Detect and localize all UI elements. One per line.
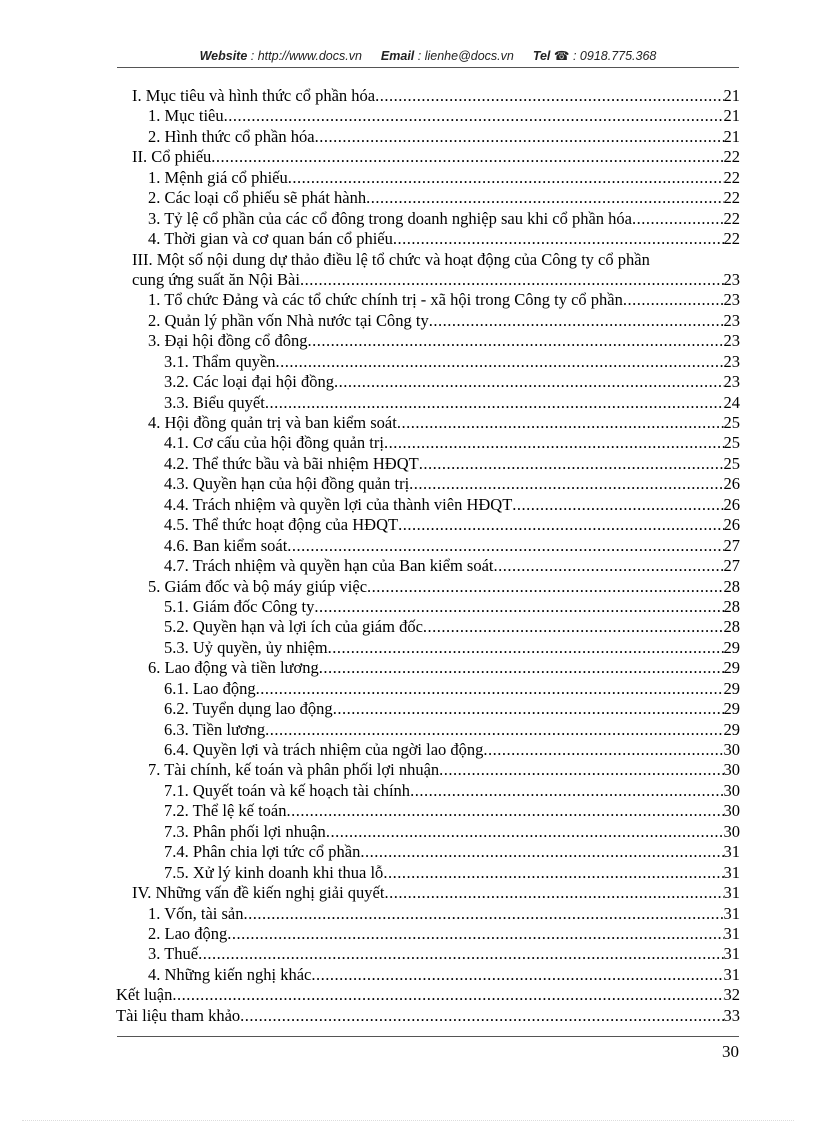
toc-entry-title: 5.3. Uỷ quyền, ủy nhiệm	[164, 637, 328, 657]
toc-entry-title: 4.3. Quyền hạn của hội đồng quản trị	[164, 474, 410, 494]
toc-entry-page: 29	[723, 658, 740, 678]
toc-entry-title: II. Cổ phiếu	[132, 147, 212, 167]
toc-entry[interactable]	[116, 944, 740, 964]
toc-entry[interactable]	[116, 760, 740, 780]
toc-entry-page: 30	[723, 821, 740, 841]
toc-entry[interactable]	[116, 290, 740, 310]
toc-leader-dots	[375, 86, 723, 106]
toc-entry-title: 3.3. Biểu quyết	[164, 392, 265, 412]
toc-leader-dots	[493, 556, 723, 576]
toc-entry-title: III. Một số nội dung dự thảo điều lệ tổ chức và hoạt động của Công ty cổ phần	[132, 249, 650, 269]
toc-leader-dots	[307, 331, 723, 351]
page-edge-divider	[22, 1120, 794, 1121]
toc-leader-dots	[198, 944, 723, 964]
page-header	[117, 48, 739, 63]
website-value[interactable]: : http://www.docs.vn	[250, 49, 362, 63]
toc-entry-title: 1. Mệnh giá cổ phiếu	[148, 167, 288, 187]
toc-entry-title: 6.2. Tuyển dụng lao động	[164, 699, 333, 719]
toc-leader-dots	[439, 760, 723, 780]
toc-entry-page: 25	[723, 413, 740, 432]
toc-leader-dots	[328, 638, 724, 658]
toc-leader-dots	[409, 474, 723, 494]
toc-entry-page: 30	[723, 801, 740, 821]
toc-entry[interactable]	[116, 454, 740, 474]
toc-entry-page: 25	[723, 453, 740, 473]
toc-entry-title: 4.7. Trách nhiệm và quyền hạn của Ban kiểm soát	[164, 556, 494, 576]
toc-entry-page: 26	[723, 515, 740, 535]
toc-entry[interactable]	[116, 597, 740, 617]
toc-entry-page: 27	[723, 556, 740, 576]
toc-entry-title: 2. Lao động	[148, 923, 228, 943]
toc-entry[interactable]	[116, 127, 740, 147]
toc-leader-dots	[211, 147, 723, 167]
toc-entry-title: 4.1. Cơ cấu của hội đồng quản trị	[164, 433, 384, 453]
toc-entry-page: 31	[723, 862, 740, 882]
toc-entry-title: I. Mục tiêu và hình thức cổ phần hóa	[132, 86, 376, 105]
toc-entry[interactable]	[116, 188, 740, 208]
tel-value: : 0918.775.368	[572, 49, 657, 63]
toc-entry-page: 26	[723, 474, 740, 494]
toc-entry-title: 3.1. Thẩm quyền	[164, 351, 276, 371]
toc-entry[interactable]	[116, 86, 740, 106]
toc-leader-dots	[512, 495, 723, 515]
phone-icon: ☎	[553, 49, 570, 63]
toc-entry-page: 26	[723, 494, 740, 514]
toc-entry-page: 28	[723, 617, 740, 637]
toc-entry-page: 23	[723, 269, 740, 289]
toc-entry[interactable]	[116, 433, 740, 453]
toc-entry-page: 22	[723, 147, 740, 167]
toc-leader-dots	[314, 597, 723, 617]
toc-entry-title: 3. Thuế	[148, 944, 199, 964]
toc-entry[interactable]	[116, 740, 740, 760]
toc-leader-dots	[315, 127, 724, 147]
toc-entry[interactable]	[116, 229, 740, 249]
toc-entry-title: 4.4. Trách nhiệm và quyền lợi của thành viên HĐQT	[164, 494, 513, 514]
toc-entry-page: 28	[723, 596, 740, 616]
toc-entry-title: 7.5. Xử lý kinh doanh khi thua lỗ	[164, 862, 384, 882]
toc-entry-title: 1. Vốn, tài sản	[148, 903, 244, 923]
toc-entry-title: cung ứng suất ăn Nội Bài	[132, 269, 300, 289]
toc-leader-dots	[423, 617, 724, 637]
toc-entry-title: 2. Quản lý phần vốn Nhà nước tại Công ty	[148, 310, 429, 330]
toc-entry-page: 23	[723, 351, 740, 371]
toc-leader-dots	[393, 229, 724, 249]
toc-entry[interactable]	[116, 617, 740, 637]
toc-entry[interactable]	[116, 883, 740, 903]
toc-entry-page: 28	[723, 576, 740, 596]
toc-leader-dots	[319, 658, 724, 678]
toc-entry[interactable]	[116, 413, 740, 433]
toc-leader-dots	[360, 842, 723, 862]
toc-entry[interactable]	[116, 311, 740, 331]
toc-leader-dots	[334, 372, 723, 392]
toc-entry-page: 33	[723, 1005, 740, 1025]
toc-entry[interactable]	[116, 1006, 740, 1026]
toc-entry[interactable]	[116, 842, 740, 862]
header-divider	[117, 67, 739, 68]
toc-entry-page: 31	[723, 944, 740, 964]
toc-leader-dots	[265, 393, 724, 413]
toc-leader-dots	[367, 577, 723, 597]
toc-entry-page: 24	[723, 392, 740, 412]
toc-entry-page: 29	[723, 678, 740, 698]
toc-entry-title: 4.6. Ban kiểm soát	[164, 535, 288, 555]
toc-entry-title: Kết luận	[116, 985, 173, 1005]
toc-entry[interactable]	[116, 801, 740, 821]
toc-entry-title: 7.3. Phân phối lợi nhuận	[164, 821, 326, 841]
toc-entry-page: 30	[723, 740, 740, 759]
toc-entry-title: 2. Các loại cổ phiếu sẽ phát hành	[148, 188, 367, 208]
email-label: Email	[380, 49, 415, 63]
toc-entry[interactable]	[116, 822, 740, 842]
toc-leader-dots	[383, 863, 723, 883]
toc-entry-title: 4. Thời gian và cơ quan bán cổ phiếu	[148, 229, 393, 249]
footer-divider	[117, 1036, 739, 1037]
toc-entry-title: 4. Những kiến nghị khác	[148, 964, 312, 984]
toc-entry-page: 23	[723, 290, 740, 310]
toc-entry-title: 7. Tài chính, kế toán và phân phối lợi nhuận	[148, 760, 440, 780]
toc-entry-page: 21	[723, 86, 740, 105]
toc-entry-title: 7.2. Thể lệ kế toán	[164, 801, 287, 821]
toc-entry[interactable]	[116, 168, 740, 188]
toc-entry[interactable]	[116, 638, 740, 658]
toc-leader-dots	[227, 924, 723, 944]
toc-entry[interactable]	[116, 106, 740, 126]
toc-entry[interactable]	[116, 352, 740, 372]
toc-entry[interactable]	[116, 495, 740, 515]
toc-entry-title: 3. Tỷ lệ cổ phần của các cổ đông trong doanh nghiệp sau khi cổ phần hóa	[148, 208, 633, 228]
toc-entry-page: 22	[723, 188, 740, 208]
toc-leader-dots	[419, 454, 724, 474]
toc-leader-dots	[429, 311, 724, 331]
toc-entry-title: 5.2. Quyền hạn và lợi ích của giám đốc	[164, 617, 423, 637]
toc-leader-dots	[623, 290, 724, 310]
page-number: 30	[722, 1042, 739, 1061]
toc-entry-page: 23	[723, 310, 740, 330]
toc-entry-title: 3. Đại hội đồng cổ đông	[148, 331, 308, 351]
toc-entry-page: 29	[723, 637, 740, 657]
toc-entry-page: 22	[723, 229, 740, 249]
toc-entry-title: 1. Tổ chức Đảng và các tổ chức chính trị - xã hội trong Công ty cổ phần	[148, 290, 623, 310]
toc-entry[interactable]	[116, 985, 740, 1005]
toc-leader-dots	[300, 270, 724, 290]
toc-entry[interactable]	[116, 904, 740, 924]
toc-entry[interactable]	[116, 372, 740, 392]
toc-leader-dots	[287, 801, 724, 821]
toc-leader-dots	[333, 699, 724, 719]
toc-entry-page: 21	[723, 126, 740, 146]
toc-entry[interactable]	[116, 209, 740, 229]
toc-leader-dots	[384, 883, 723, 903]
toc-entry[interactable]	[116, 679, 740, 699]
toc-leader-dots	[172, 985, 723, 1005]
toc-entry-page: 31	[723, 923, 740, 943]
toc-entry[interactable]	[116, 393, 740, 413]
toc-entry[interactable]	[116, 658, 740, 678]
toc-leader-dots	[311, 965, 723, 985]
toc-entry-page: 30	[723, 780, 740, 800]
toc-entry-title: 6.3. Tiền lương	[164, 719, 266, 739]
toc-entry-title: 7.4. Phân chia lợi tức cổ phần	[164, 842, 361, 862]
toc-entry-title: 5.1. Giám đốc Công ty	[164, 596, 315, 616]
toc-entry[interactable]	[116, 270, 740, 290]
toc-entry[interactable]	[116, 781, 740, 801]
toc-entry[interactable]	[116, 863, 740, 883]
toc-leader-dots	[632, 209, 723, 229]
toc-entry-title: 1. Mục tiêu	[148, 106, 224, 126]
toc-leader-dots	[287, 536, 723, 556]
toc-leader-dots	[288, 168, 724, 188]
toc-entry[interactable]	[116, 720, 740, 740]
toc-entry-title: Tài liệu tham khảo	[116, 1005, 241, 1025]
toc-entry-page: 25	[723, 433, 740, 453]
toc-entry-title: 5. Giám đốc và bộ máy giúp việc	[148, 576, 368, 596]
toc-entry-page: 30	[723, 760, 740, 780]
toc-entry-title: 6.4. Quyền lợi và trách nhiệm của ngời lao động	[164, 740, 484, 759]
toc-leader-dots	[397, 413, 724, 433]
toc-entry[interactable]	[116, 474, 740, 494]
toc-leader-dots	[243, 904, 723, 924]
toc-entry-page: 23	[723, 331, 740, 351]
toc-leader-dots	[224, 106, 724, 126]
toc-leader-dots	[326, 822, 724, 842]
toc-leader-dots	[410, 781, 723, 801]
toc-entry-title: 4.2. Thể thức bầu và bãi nhiệm HĐQT	[164, 453, 419, 473]
table-of-contents	[116, 86, 740, 1026]
toc-entry-title: IV. Những vấn đề kiến nghị giải quyết	[132, 883, 385, 903]
toc-entry-page: 31	[723, 964, 740, 984]
toc-entry[interactable]	[116, 331, 740, 351]
toc-entry-title: 4.5. Thể thức hoạt động của HĐQT	[164, 515, 399, 535]
toc-entry-title: 2. Hình thức cổ phần hóa	[148, 126, 315, 146]
toc-entry-page: 22	[723, 167, 740, 187]
toc-entry-title: 6.1. Lao động	[164, 678, 256, 698]
toc-entry[interactable]	[116, 556, 740, 576]
toc-leader-dots	[265, 720, 723, 740]
toc-entry[interactable]	[116, 515, 740, 535]
toc-leader-dots	[256, 679, 724, 699]
toc-entry[interactable]	[116, 577, 740, 597]
toc-leader-dots	[276, 352, 724, 372]
toc-entry-page: 23	[723, 372, 740, 392]
toc-entry-title: 3.2. Các loại đại hội đồng	[164, 372, 335, 392]
toc-entry[interactable]	[116, 965, 740, 985]
toc-leader-dots	[398, 515, 723, 535]
toc-entry-page: 32	[723, 985, 740, 1005]
toc-entry[interactable]	[116, 536, 740, 556]
website-label: Website	[199, 49, 248, 63]
toc-leader-dots	[384, 433, 724, 453]
toc-entry[interactable]	[116, 250, 740, 270]
toc-entry-title: 7.1. Quyết toán và kế hoạch tài chính	[164, 780, 411, 800]
toc-entry-page: 31	[723, 883, 740, 903]
toc-entry[interactable]	[116, 699, 740, 719]
toc-entry-page: 29	[723, 719, 740, 739]
toc-leader-dots	[366, 188, 723, 208]
toc-entry-page: 31	[723, 903, 740, 923]
toc-entry-page: 21	[723, 106, 740, 126]
toc-entry[interactable]	[116, 147, 740, 167]
toc-entry-page: 29	[723, 699, 740, 719]
email-value[interactable]: : lienhe@docs.vn	[417, 49, 514, 63]
toc-leader-dots	[483, 740, 723, 760]
toc-entry[interactable]	[116, 924, 740, 944]
toc-entry-title: 6. Lao động và tiền lương	[148, 658, 319, 678]
toc-entry-page: 27	[723, 535, 740, 555]
toc-entry-page: 31	[723, 842, 740, 862]
toc-entry-title: 4. Hội đồng quản trị và ban kiểm soát	[148, 413, 397, 432]
toc-leader-dots	[240, 1006, 723, 1026]
tel-label: Tel	[532, 49, 551, 63]
toc-entry-page: 22	[723, 208, 740, 228]
